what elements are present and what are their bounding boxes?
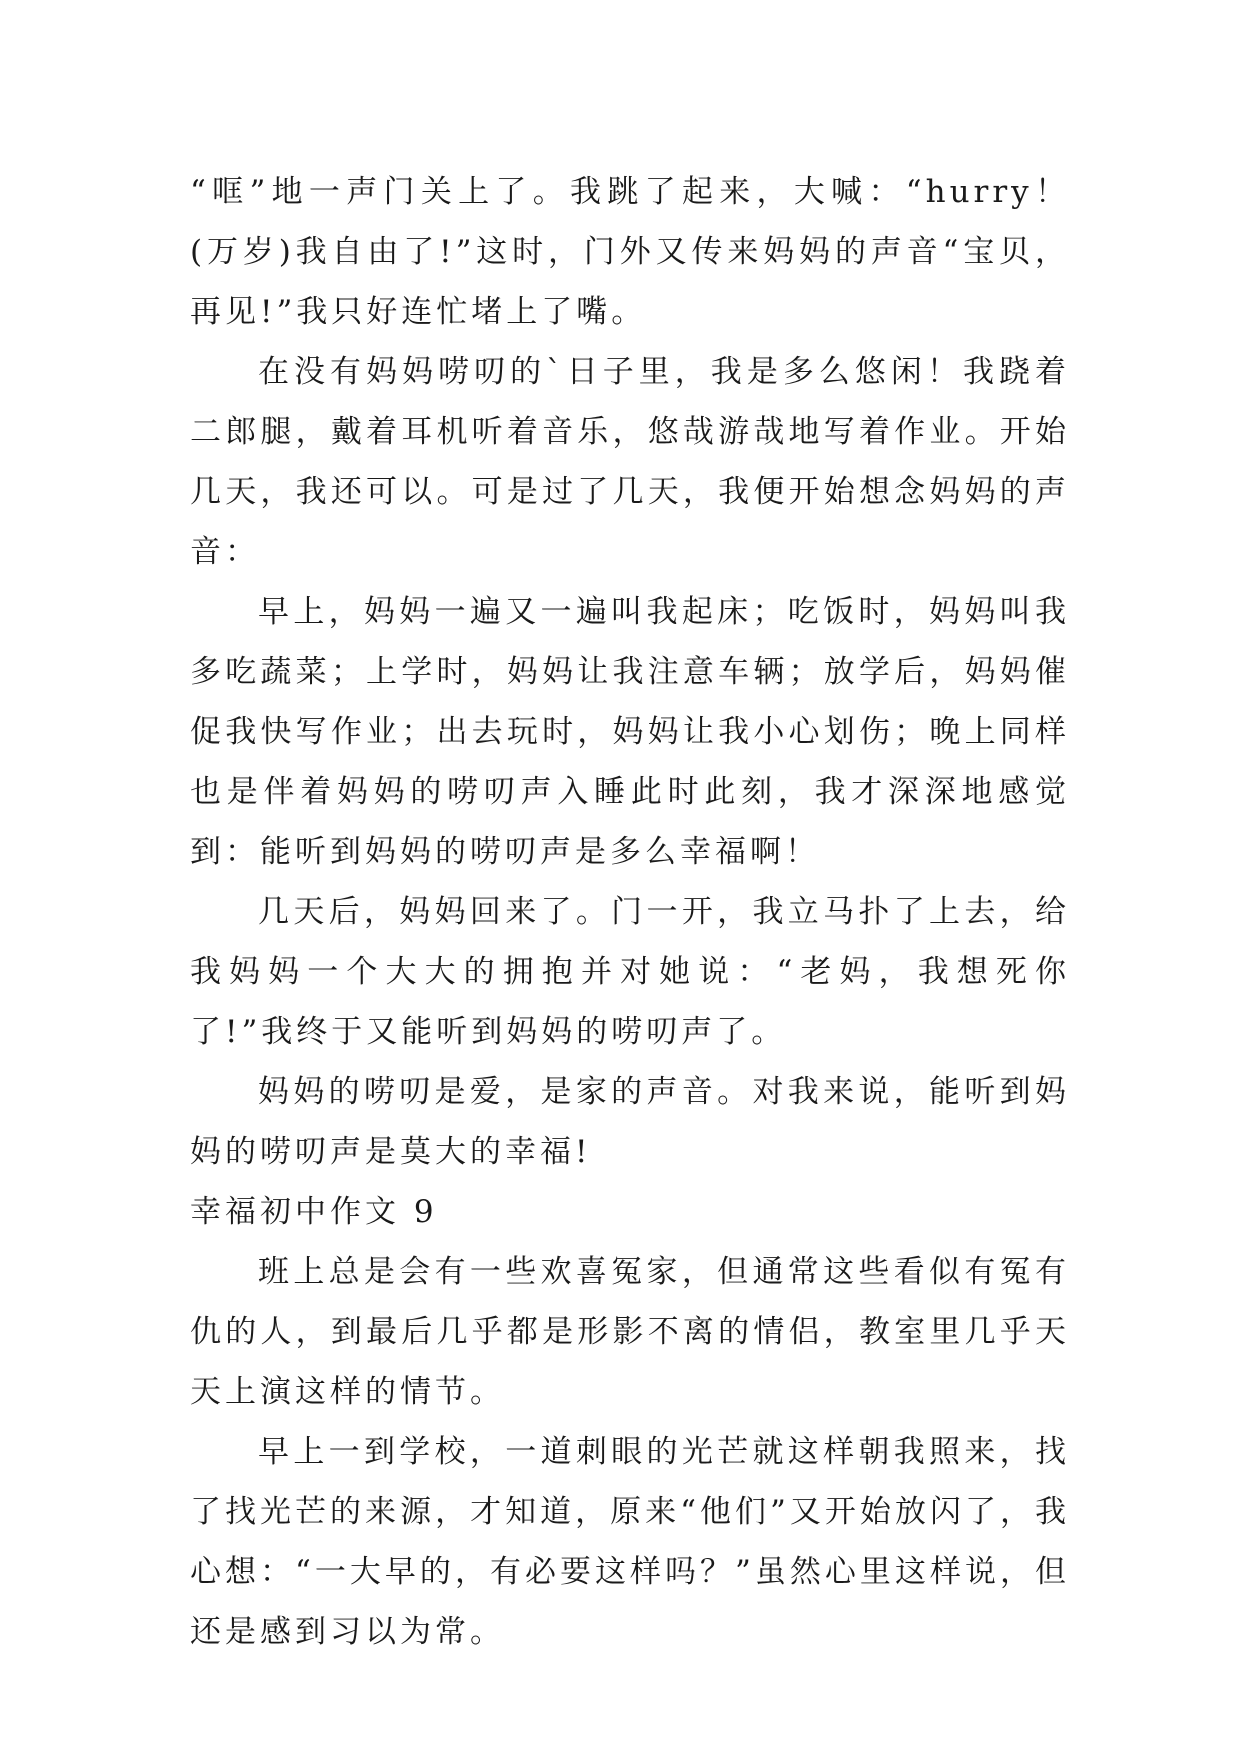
essay-heading: 幸福初中作文 9 bbox=[190, 1194, 438, 1230]
document-page bbox=[190, 162, 1070, 1662]
paragraph-5: 妈妈的唠叨是爱，是家的声音。对我来说，能听到妈妈的唠叨声是莫大的幸福! bbox=[190, 1074, 1070, 1170]
paragraph-6: 班上总是会有一些欢喜冤家，但通常这些看似有冤有仇的人，到最后几乎都是形影不离的情侣，教室里几乎天天上演这样的情节。 bbox=[190, 1254, 1070, 1410]
paragraph-7: 早上一到学校，一道刺眼的光芒就这样朝我照来，找了找光芒的来源，才知道，原来“他们”又开始放闪了，我心想：“一大早的，有必要这样吗？”虽然心里这样说，但还是感到习以为常。 bbox=[190, 1434, 1070, 1650]
paragraph-4: 几天后，妈妈回来了。门一开，我立马扑了上去，给我妈妈一个大大的拥抱并对她说：“老妈，我想死你了!”我终于又能听到妈妈的唠叨声了。 bbox=[190, 894, 1070, 1050]
paragraph-1: “哐”地一声门关上了。我跳了起来，大喊：“hurry！(万岁)我自由了!”这时，门外又传来妈妈的声音“宝贝，再见!”我只好连忙堵上了嘴。 bbox=[190, 174, 1070, 330]
paragraph-2: 在没有妈妈唠叨的`日子里，我是多么悠闲！我跷着二郎腿，戴着耳机听着音乐，悠哉游哉地写着作业。开始几天，我还可以。可是过了几天，我便开始想念妈妈的声音： bbox=[190, 354, 1070, 570]
paragraph-3: 早上，妈妈一遍又一遍叫我起床；吃饭时，妈妈叫我多吃蔬菜；上学时，妈妈让我注意车辆；放学后，妈妈催促我快写作业；出去玩时，妈妈让我小心划伤；晚上同样也是伴着妈妈的唠叨声入睡此时此刻，我才深深地感觉到：能听到妈妈的唠叨声是多么幸福啊！ bbox=[190, 594, 1070, 870]
